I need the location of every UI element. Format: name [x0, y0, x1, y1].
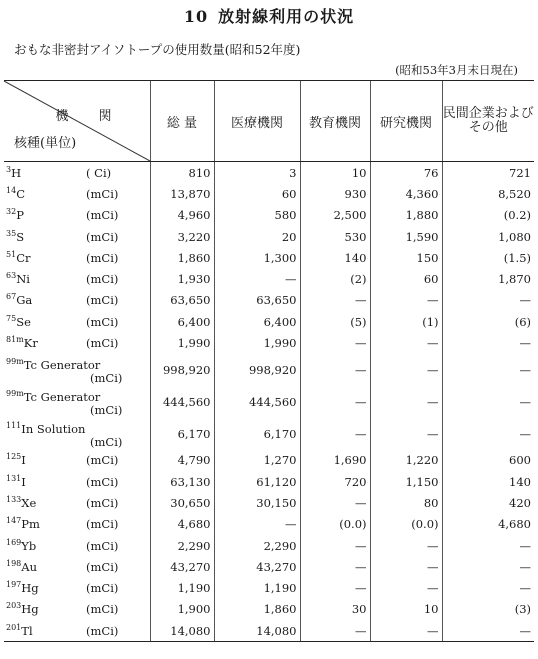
private-cell: 140 [442, 471, 534, 492]
nuclide-cell [4, 599, 150, 620]
table-row [4, 332, 534, 353]
unit-label: ( Ci) [86, 165, 112, 180]
table-row [4, 183, 534, 204]
nuclide-cell [4, 205, 150, 226]
mass-number: 14 [6, 186, 17, 196]
unit-label: (mCi) [86, 208, 119, 223]
mass-number: 169 [6, 537, 22, 547]
education-cell: (5) [300, 311, 370, 332]
table-row [4, 290, 534, 311]
medical-cell: 998,920 [214, 354, 300, 386]
element-symbol: Se [16, 314, 31, 329]
col-header-total: 総 量 [150, 81, 214, 162]
medical-cell: — [214, 514, 300, 535]
element-symbol: Cr [16, 250, 31, 265]
education-cell: — [300, 577, 370, 598]
element-symbol: H [11, 165, 22, 180]
nuclide-cell [4, 577, 150, 598]
nuclide-cell [4, 183, 150, 204]
mass-number: 3 [6, 164, 12, 174]
table-row [4, 226, 534, 247]
nuclide-cell [4, 514, 150, 535]
unit-label: (mCi) [86, 453, 119, 468]
unit-label: (mCi) [86, 474, 119, 489]
mass-number: 197 [6, 580, 22, 590]
medical-cell: 1,270 [214, 450, 300, 471]
element-symbol: Hg [21, 581, 39, 596]
nuclide-cell [4, 535, 150, 556]
medical-cell: 2,290 [214, 535, 300, 556]
research-cell: 10 [370, 599, 442, 620]
education-cell: 2,500 [300, 205, 370, 226]
nuclide-cell [4, 418, 150, 450]
medical-cell: 43,270 [214, 556, 300, 577]
isotope-usage-table [4, 80, 534, 642]
research-cell: — [370, 290, 442, 311]
mass-number: 147 [6, 516, 22, 526]
unit-label: (mCi) [86, 336, 119, 351]
mass-number: 125 [6, 452, 22, 462]
total-cell: 1,190 [150, 577, 214, 598]
research-cell: (1) [370, 311, 442, 332]
education-cell: 720 [300, 471, 370, 492]
private-cell: 8,520 [442, 183, 534, 204]
element-symbol: Hg [21, 602, 39, 617]
mass-number: 201 [6, 622, 22, 632]
mass-number: 63 [6, 271, 17, 281]
unit-label: (mCi) [90, 370, 123, 385]
corner-header-cell [4, 81, 150, 162]
mass-number: 203 [6, 601, 22, 611]
unit-label: (mCi) [86, 229, 119, 244]
private-cell: 4,680 [442, 514, 534, 535]
mass-number: 51 [6, 250, 17, 259]
research-cell: — [370, 577, 442, 598]
element-symbol: Pm [21, 517, 40, 532]
total-cell: 1,990 [150, 332, 214, 353]
unit-label: (mCi) [86, 581, 119, 596]
education-cell: — [300, 332, 370, 353]
total-cell: 4,680 [150, 514, 214, 535]
medical-cell: 60 [214, 183, 300, 204]
medical-cell: — [214, 268, 300, 289]
nuclide-cell [4, 620, 150, 642]
private-cell: — [442, 556, 534, 577]
table-row [4, 386, 534, 418]
nuclide-cell [4, 556, 150, 577]
nuclide-cell [4, 311, 150, 332]
private-cell: — [442, 535, 534, 556]
col-header-medical: 医療機関 [214, 81, 300, 162]
private-cell: (1.5) [442, 247, 534, 268]
nuclide-cell [4, 492, 150, 513]
private-cell: — [442, 620, 534, 642]
element-symbol: Ni [16, 272, 30, 287]
table-row [4, 620, 534, 642]
table-row [4, 492, 534, 513]
education-cell: 10 [300, 162, 370, 184]
private-cell: — [442, 386, 534, 418]
education-cell: — [300, 290, 370, 311]
medical-cell: 6,170 [214, 418, 300, 450]
mass-number: 75 [6, 313, 17, 323]
table-header-row [4, 81, 534, 162]
total-cell: 4,790 [150, 450, 214, 471]
research-cell: 1,220 [370, 450, 442, 471]
element-symbol: Ga [16, 293, 33, 308]
research-cell: 80 [370, 492, 442, 513]
unit-label: (mCi) [86, 495, 119, 510]
research-cell: 4,360 [370, 183, 442, 204]
total-cell: 998,920 [150, 354, 214, 386]
total-cell: 14,080 [150, 620, 214, 642]
medical-cell: 1,190 [214, 577, 300, 598]
private-cell: 420 [442, 492, 534, 513]
table-body [4, 162, 534, 642]
total-cell: 6,170 [150, 418, 214, 450]
element-symbol: I [21, 474, 26, 489]
mass-number: 133 [6, 495, 22, 505]
medical-cell: 20 [214, 226, 300, 247]
mass-number: 131 [6, 473, 22, 483]
education-cell: — [300, 535, 370, 556]
section-number: 10 [183, 7, 209, 26]
table-row [4, 535, 534, 556]
education-cell: (0.0) [300, 514, 370, 535]
research-cell: 1,590 [370, 226, 442, 247]
private-cell: — [442, 418, 534, 450]
mass-number: 198 [6, 558, 22, 568]
nuclide-cell [4, 226, 150, 247]
unit-label: (mCi) [90, 434, 123, 449]
total-cell: 2,290 [150, 535, 214, 556]
element-symbol: In Solution [21, 421, 86, 436]
total-cell: 63,650 [150, 290, 214, 311]
total-cell: 30,650 [150, 492, 214, 513]
unit-label: (mCi) [86, 602, 119, 617]
organization-label: 機関 [55, 109, 142, 124]
research-cell: — [370, 556, 442, 577]
medical-cell: 1,990 [214, 332, 300, 353]
research-cell: — [370, 386, 442, 418]
table-row [4, 247, 534, 268]
unit-label: (mCi) [86, 623, 119, 638]
medical-cell: 580 [214, 205, 300, 226]
col-header-education: 教育機関 [300, 81, 370, 162]
unit-label: (mCi) [86, 538, 119, 553]
unit-label: (mCi) [86, 314, 119, 329]
research-cell: 150 [370, 247, 442, 268]
table-row [4, 514, 534, 535]
research-cell: 1,150 [370, 471, 442, 492]
private-cell: 600 [442, 450, 534, 471]
nuclide-cell [4, 450, 150, 471]
element-symbol: Tc Generator [23, 357, 101, 372]
education-cell: 140 [300, 247, 370, 268]
medical-cell: 6,400 [214, 311, 300, 332]
table-row [4, 471, 534, 492]
research-cell: — [370, 418, 442, 450]
total-cell: 4,960 [150, 205, 214, 226]
mass-number: 99m [6, 388, 24, 398]
medical-cell: 61,120 [214, 471, 300, 492]
medical-cell: 63,650 [214, 290, 300, 311]
education-cell: 530 [300, 226, 370, 247]
private-cell: — [442, 577, 534, 598]
element-symbol: C [16, 186, 25, 201]
element-symbol: Au [21, 559, 37, 574]
nuclide-cell [4, 162, 150, 184]
table-row [4, 162, 534, 184]
total-cell: 1,900 [150, 599, 214, 620]
table-row [4, 311, 534, 332]
mass-number: 81m [6, 335, 24, 345]
table-row [4, 450, 534, 471]
nuclide-cell [4, 290, 150, 311]
education-cell: 930 [300, 183, 370, 204]
mass-number: 111 [6, 420, 22, 430]
education-cell: — [300, 418, 370, 450]
mass-number: 32 [6, 207, 17, 217]
private-cell: 1,080 [442, 226, 534, 247]
total-cell: 810 [150, 162, 214, 184]
private-cell: — [442, 332, 534, 353]
section-title: 放射線利用の状況 [218, 7, 355, 26]
education-cell: 30 [300, 599, 370, 620]
private-cell: (6) [442, 311, 534, 332]
nuclide-cell [4, 247, 150, 268]
unit-label: (mCi) [86, 293, 119, 308]
education-cell: — [300, 492, 370, 513]
mass-number: 99m [6, 356, 24, 366]
element-symbol: P [16, 208, 24, 223]
element-symbol: I [21, 453, 26, 468]
medical-cell: 14,080 [214, 620, 300, 642]
table-row [4, 418, 534, 450]
mass-number: 67 [6, 292, 17, 302]
research-cell: — [370, 620, 442, 642]
nuclide-cell [4, 386, 150, 418]
medical-cell: 1,860 [214, 599, 300, 620]
private-cell: — [442, 354, 534, 386]
total-cell: 63,130 [150, 471, 214, 492]
nuclide-cell [4, 332, 150, 353]
research-cell: — [370, 354, 442, 386]
nuclide-cell [4, 471, 150, 492]
research-cell: 1,880 [370, 205, 442, 226]
total-cell: 1,860 [150, 247, 214, 268]
table-row [4, 354, 534, 386]
mass-number: 35 [6, 228, 17, 238]
research-cell: — [370, 535, 442, 556]
nuclide-cell [4, 354, 150, 386]
unit-label: (mCi) [86, 559, 119, 574]
private-cell: (3) [442, 599, 534, 620]
research-cell: 76 [370, 162, 442, 184]
unit-label: (mCi) [86, 272, 119, 287]
col-header-research: 研究機関 [370, 81, 442, 162]
education-cell: — [300, 556, 370, 577]
medical-cell: 3 [214, 162, 300, 184]
unit-label: (mCi) [90, 402, 123, 417]
table-row [4, 205, 534, 226]
unit-label: (mCi) [86, 517, 119, 532]
table-row [4, 577, 534, 598]
research-cell: (0.0) [370, 514, 442, 535]
total-cell: 1,930 [150, 268, 214, 289]
education-cell: — [300, 386, 370, 418]
element-symbol: Xe [21, 495, 37, 510]
education-cell: — [300, 620, 370, 642]
table-row [4, 599, 534, 620]
education-cell: (2) [300, 268, 370, 289]
education-cell: — [300, 354, 370, 386]
table-caption: おもな非密封アイソトープの使用数量(昭和52年度) [14, 42, 301, 57]
education-cell: 1,690 [300, 450, 370, 471]
element-symbol: S [16, 229, 25, 244]
element-symbol: Tc Generator [23, 389, 101, 404]
date-note: (昭和53年3月末日現在) [395, 63, 518, 77]
medical-cell: 444,560 [214, 386, 300, 418]
total-cell: 43,270 [150, 556, 214, 577]
medical-cell: 1,300 [214, 247, 300, 268]
private-cell: — [442, 290, 534, 311]
total-cell: 444,560 [150, 386, 214, 418]
private-cell: (0.2) [442, 205, 534, 226]
nuclide-unit-label: 核種(単位) [14, 136, 77, 151]
private-cell: 721 [442, 162, 534, 184]
table-row [4, 556, 534, 577]
col-header-private: 民間企業およびその他 [442, 81, 534, 162]
total-cell: 6,400 [150, 311, 214, 332]
element-symbol: Kr [23, 336, 38, 351]
element-symbol: Tl [21, 623, 33, 638]
research-cell: — [370, 332, 442, 353]
total-cell: 13,870 [150, 183, 214, 204]
table-row [4, 268, 534, 289]
unit-label: (mCi) [86, 250, 119, 265]
unit-label: (mCi) [86, 186, 119, 201]
total-cell: 3,220 [150, 226, 214, 247]
research-cell: 60 [370, 268, 442, 289]
medical-cell: 30,150 [214, 492, 300, 513]
page-title [0, 4, 538, 27]
private-cell: 1,870 [442, 268, 534, 289]
nuclide-cell [4, 268, 150, 289]
element-symbol: Yb [21, 538, 37, 553]
